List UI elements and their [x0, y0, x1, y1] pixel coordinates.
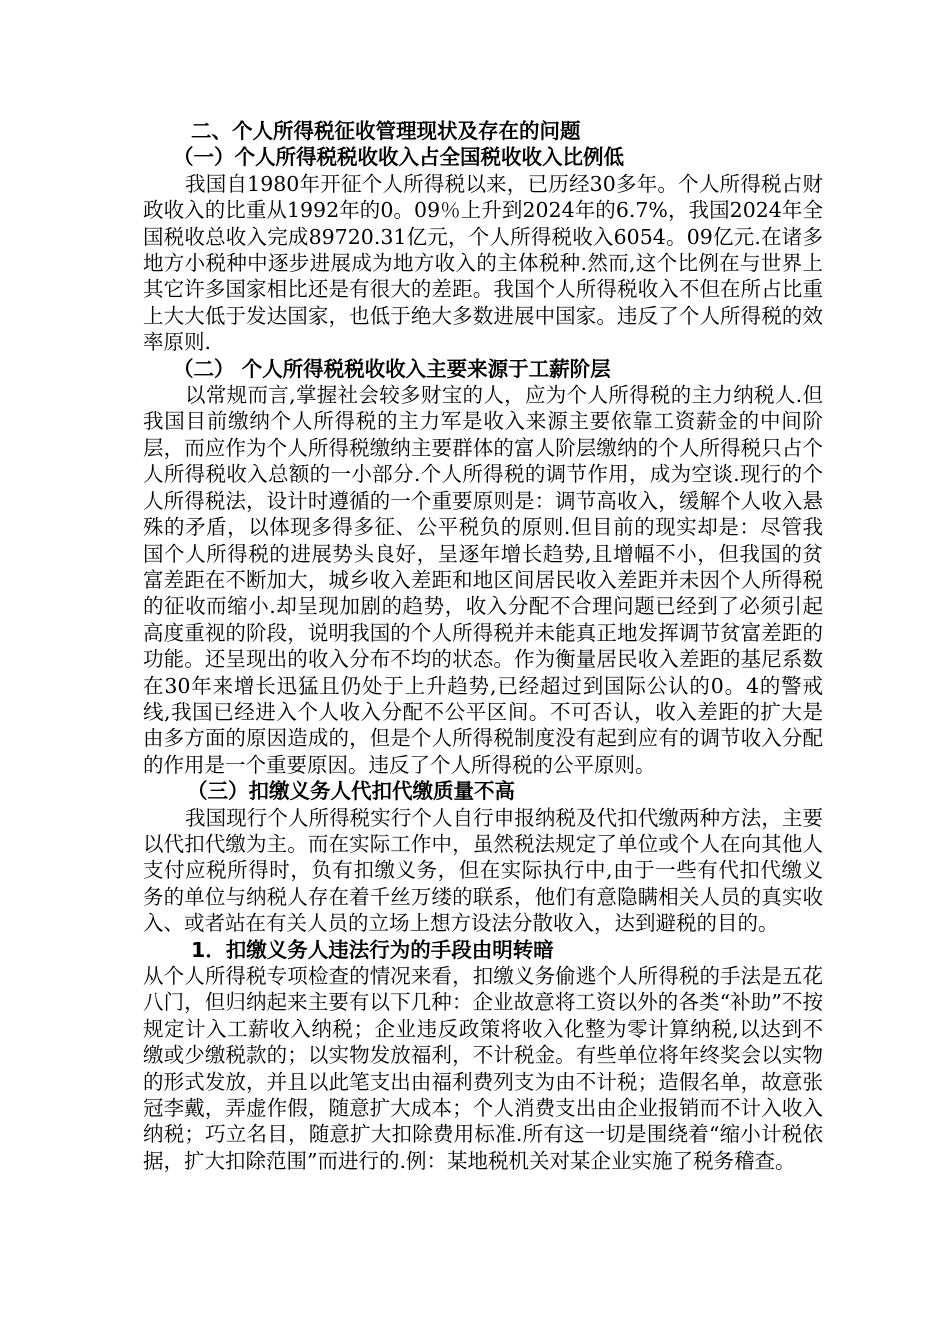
section-heading-main: 二、个人所得税征收管理现状及存在的问题 — [191, 119, 581, 143]
paragraph-2: 以常规而言,掌握社会较多财宝的人，应为个人所得税的主力纳税人.但我国目前缴纳个人所得税的主力军是收入来源主要依靠工资薪金的中间阶层，而应作为个人所得税缴纳主要群体的富人阶层缴纳的个人所得税只占个人所得税收入总额的一小部分.个人所得税的调节作用，成为空谈.现行的个人所得税法，设计时遵循的一个重要原则是：调节高收入，缓解个人收入悬殊的矛盾，以体现多得多征、公平税负的原则.但目前的现实却是：尽管我国个人所得税的进展势头良好，呈逐年增长趋势,且增幅不小，但我国的贫富差距在不断加大，城乡收入差距和地区间居民收入差距并未因个人所得税的征收而缩小.却呈现加剧的趋势，收入分配不合理问题已经到了必须引起高度重视的阶段，说明我国的个人所得税并未能真正地发挥调节贫富差距的功能。还呈现出的收入分布不均的状态。作为衡量居民收入差距的基尼系数在30年来增长迅猛且仍处于上升趋势,已经超过到国际公认的0。4的警戒线,我国已经进入个人收入分配不公平区间。不可否认，收入差距的扩大是由多方面的原因造成的，但是个人所得税制度没有起到应有的调节收入分配的作用是一个重要原因。违反了个人所得税的公平原则。 — [143, 383, 823, 777]
item-heading-1: 1．扣缴义务人违法行为的手段由明转暗 — [191, 937, 554, 962]
document-page — [143, 118, 823, 1174]
paragraph-4: 从个人所得税专项检查的情况来看，扣缴义务偷逃个人所得税的手法是五花八门，但归纳起来主要有以下几种：企业故意将工资以外的各类“补助”不按规定计入工薪收入纳税；企业违反政策将收入化整为零计算纳税,以达到不缴或少缴税款的；以实物发放福利，不计税金。有些单位将年终奖会以实物的形式发放，并且以此笔支出由福利费列支为由不计税；造假名单，故意张冠李戴，弄虚作假，随意扩大成本；个人消费支出由企业报销而不计入收入纳税；巧立名目，随意扩大扣除费用标准.所有这一切是围绕着“缩小计税依据，扩大扣除范围”而进行的.例：某地税机关对某企业实施了税务稽查。 — [143, 964, 823, 1173]
subsection-heading-2: （二） 个人所得税税收收入主要来源于工薪阶层 — [173, 356, 611, 381]
subsection-heading-3: （三）扣缴义务人代扣代缴质量不高 — [187, 779, 515, 804]
paragraph-1: 我国自1980年开征个人所得税以来，已历经30多年。个人所得税占财政收入的比重从1992年的0。09％上升到2024年的6.7%，我国2024年全国税收总收入完成89720.31亿元，个人所得税收入6054。09亿元.在诸多地方小税种中逐步进展成为地方收入的主体税种.然而,这个比例在与世界上其它许多国家相比还是有很大的差距。我国个人所得税收入不但在所占比重上大大低于发达国家，也低于绝大多数进展中国家。违反了个人所得税的效率原则. — [143, 171, 823, 355]
subsection-heading-1: （一）个人所得税税收收入占全国税收收入比例低 — [173, 145, 624, 170]
paragraph-3: 我国现行个人所得税实行个人自行申报纳税及代扣代缴两种方法，主要以代扣代缴为主。而在实际工作中，虽然税法规定了单位或个人在向其他人支付应税所得时，负有扣缴义务，但在实际执行中,由于一些有代扣代缴义务的单位与纳税人存在着千丝万缕的联系，他们有意隐瞒相关人员的真实收入、或者站在有关人员的立场上想方设法分散收入，达到避税的目的。 — [143, 805, 823, 936]
